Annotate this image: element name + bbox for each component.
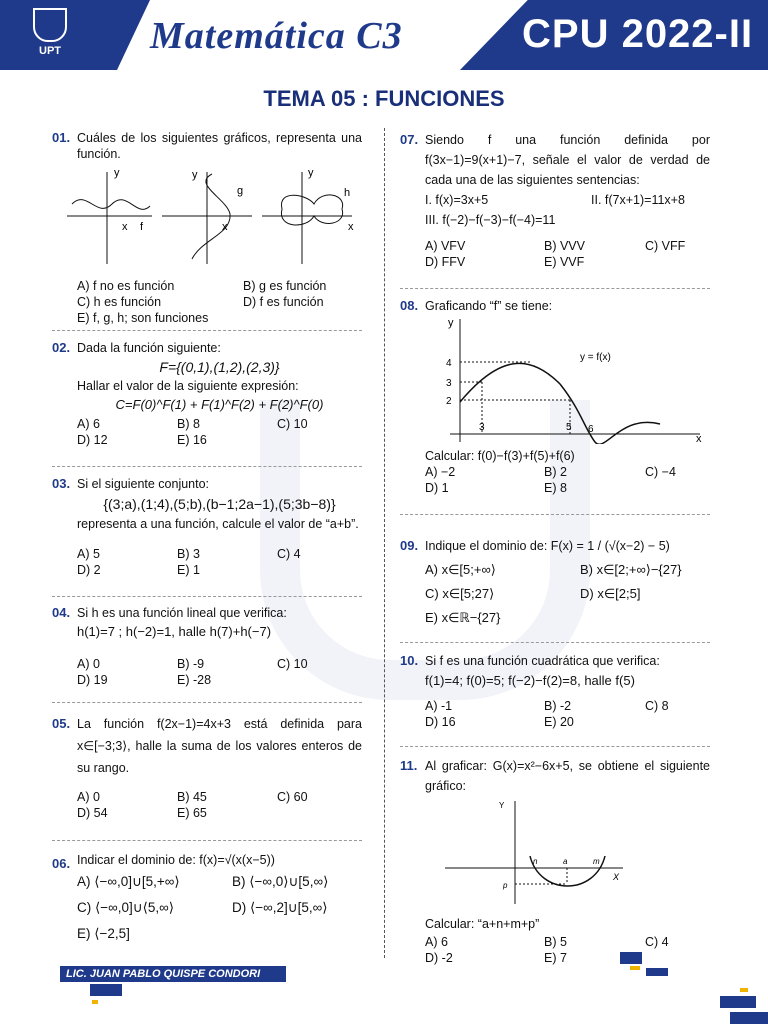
option-b: B) 3 (177, 547, 200, 561)
question-text: Indique el dominio de: F(x) = 1 / (√(x−2) − 5) (425, 539, 670, 553)
upt-logo (28, 8, 72, 58)
shield-icon (33, 8, 67, 42)
question-number: 11. (400, 758, 418, 773)
q11-graph (445, 796, 675, 908)
question-06 (52, 851, 362, 947)
option-d: D) 54 (77, 806, 108, 820)
question-text-2: representa a una función, calcule el valor de “a+b”. (77, 517, 359, 531)
question-text: Dada la función siguiente: (77, 341, 221, 355)
question-number: 10. (400, 653, 419, 668)
tick-label-x: 5 (566, 422, 572, 433)
option-e: E) 1 (177, 563, 200, 577)
option-a: A) VFV (425, 239, 466, 253)
question-text: Indicar el dominio de: f(x)=√(x(x−5)) (77, 853, 275, 867)
logo-text: UPT (39, 45, 61, 57)
question-number: 06. (52, 856, 71, 871)
question-text: Al graficar: G(x)=x²−6x+5, se obtiene el siguiente gráfico: (425, 759, 710, 793)
option-c: C) 4 (277, 547, 301, 561)
question-number: 08. (400, 298, 419, 313)
option-d: D) 12 (77, 433, 108, 447)
option-c: C) VFF (645, 239, 686, 253)
question-03 (52, 476, 362, 578)
option-a: A) 0 (77, 790, 100, 804)
option-a: A) 5 (77, 547, 100, 561)
point-label-n: n (533, 857, 538, 866)
question-05 (52, 713, 362, 821)
question-number: 01. (52, 130, 71, 145)
option-b: B) x∈[2;+∞⟩−{27} (580, 562, 682, 577)
question-number: 02. (52, 340, 71, 355)
question-text: La función f(2x−1)=4x+3 está definida para x∈[−3;3⟩, halle la suma de los valores enteros de su rango. (77, 717, 362, 775)
axis-label-x: x (348, 221, 354, 233)
axis-label-y: y (114, 167, 120, 179)
option-b: B) 2 (544, 465, 567, 479)
tick-label-y: 3 (446, 378, 452, 389)
q8-graph (420, 314, 720, 444)
header-left-band (0, 0, 150, 70)
option-a: A) ⟨−∞,0]∪[5,+∞⟩ (77, 874, 180, 889)
separator (52, 702, 362, 703)
f-curve (460, 363, 660, 444)
question-text: Siendo f una función definida por f(3x−1)=9(x+1)−7, señale el valor de verdad de cada una de las siguientes sentencias: (425, 133, 710, 187)
curve-label: g (237, 185, 244, 197)
footer-decoration (90, 984, 122, 996)
option-d: D) ⟨−∞,2]∪[5,∞⟩ (232, 900, 328, 915)
separator (400, 746, 710, 747)
curve-label: f (140, 221, 144, 233)
question-text: Cuáles de los siguientes gráficos, representa una función. (77, 131, 362, 161)
footer-decoration (730, 1012, 768, 1024)
question-number: 05. (52, 716, 71, 731)
separator (400, 514, 710, 515)
option-c: C) 4 (645, 935, 669, 949)
axis-label-x: X (613, 872, 620, 882)
option-a: A) −2 (425, 465, 456, 479)
separator (52, 596, 362, 597)
question-number: 03. (52, 476, 71, 491)
expression: f(1)=4; f(0)=5; f(−2)−f(2)=8, halle f(5) (425, 673, 635, 688)
footer-decoration (646, 968, 668, 976)
question-07 (400, 130, 710, 270)
option-d: D) 1 (425, 481, 449, 495)
option-d: D) x∈[2;5] (580, 586, 641, 601)
separator (52, 840, 362, 841)
point-label-a: a (563, 857, 568, 866)
curve-label: h (344, 187, 351, 199)
option-e: E) 65 (177, 806, 207, 820)
curve-label: y = f(x) (580, 352, 611, 363)
point-label-m: m (593, 857, 600, 866)
option-b: B) 45 (177, 790, 207, 804)
expression: h(1)=7 ; h(−2)=1, halle h(7)+h(−7) (77, 624, 272, 639)
calculation: Calcular: “a+n+m+p” (425, 917, 540, 931)
axis-label-x: x (122, 221, 128, 233)
option-c: C) ⟨−∞,0]∪⟨5,∞⟩ (77, 900, 175, 915)
graph-g (162, 169, 252, 264)
option-e: E) 20 (544, 715, 574, 729)
header-banner (0, 0, 768, 70)
cycle-title: CPU 2022-II (522, 12, 754, 56)
option-e: E) f, g, h; son funciones (77, 311, 209, 325)
question-text: Si h es una función lineal que verifica: (77, 606, 287, 620)
axis-label-y: y (192, 169, 198, 181)
option-a: A) 6 (77, 417, 100, 431)
expression: C=F(0)^F(1) + F(1)^F(2) + F(2)^F(0) (115, 397, 324, 412)
option-a: A) x∈[5;+∞⟩ (425, 562, 496, 577)
option-a: A) f no es función (77, 279, 175, 293)
option-b: B) VVV (544, 239, 585, 253)
question-11 (400, 756, 710, 966)
option-b: B) 8 (177, 417, 200, 431)
option-c: C) −4 (645, 465, 676, 479)
option-e: E) 16 (177, 433, 207, 447)
tick-label-y: 4 (446, 358, 452, 369)
function-set: F={(0,1),(1,2),(2,3)} (159, 359, 280, 375)
option-d: D) FFV (425, 255, 466, 269)
separator (400, 642, 710, 643)
question-text: Graficando “f” se tiene: (425, 299, 553, 313)
page-title: TEMA 05 : FUNCIONES (263, 86, 505, 111)
option-e: E) ⟨−2,5] (77, 926, 130, 941)
question-09 (400, 534, 710, 630)
author-footer: LIC. JUAN PABLO QUISPE CONDORI (60, 966, 286, 982)
function-set: {(3;a),(1;4),(5;b),(b−1;2a−1),(5;3b−8)} (103, 496, 336, 512)
option-b: B) 5 (544, 935, 567, 949)
option-e: E) 7 (544, 951, 567, 965)
option-b: B) -2 (544, 699, 572, 713)
tick-label-x: 6 (588, 424, 594, 435)
option-c: C) x∈[5;27⟩ (425, 586, 495, 601)
question-02 (52, 340, 362, 448)
footer-decoration (92, 1000, 98, 1004)
question-text: Si f es una función cuadrática que verifica: (425, 654, 660, 668)
separator (400, 288, 710, 289)
option-a: A) 0 (77, 657, 100, 671)
tick-label-y: 2 (446, 396, 452, 407)
option-d: D) 2 (77, 563, 101, 577)
separator (52, 330, 362, 331)
tick-label-x: 3 (479, 422, 485, 433)
statement-3: III. f(−2)−f(−3)−f(−4)=11 (425, 213, 556, 227)
axis-label-x: x (696, 433, 702, 444)
option-c: C) h es función (77, 295, 162, 309)
question-number: 09. (400, 538, 419, 553)
option-e: E) x∈ℝ−{27} (425, 610, 501, 625)
option-d: D) 16 (425, 715, 456, 729)
option-d: D) f es función (243, 295, 324, 309)
option-b: B) -9 (177, 657, 205, 671)
graph-h (262, 167, 354, 264)
option-b: B) ⟨−∞,0⟩∪[5,∞⟩ (232, 874, 329, 889)
question-08 (400, 298, 710, 496)
footer-decoration (720, 996, 756, 1008)
option-d: D) -2 (425, 951, 453, 965)
q1-graphs (52, 164, 362, 274)
brand-title: Matemática C3 (150, 15, 403, 57)
axis-label-y: Y (499, 801, 505, 810)
option-c: C) 60 (277, 790, 308, 804)
question-text: Si el siguiente conjunto: (77, 477, 210, 491)
axis-label-x: x (222, 221, 228, 233)
question-text-2: Hallar el valor de la siguiente expresión: (77, 379, 299, 393)
calculation: Calcular: f(0)−f(3)+f(5)+f(6) (425, 449, 575, 463)
statement-2: II. f(7x+1)=11x+8 (591, 193, 685, 207)
column-divider (384, 128, 385, 958)
axis-label-y: y (448, 317, 454, 329)
option-e: E) 8 (544, 481, 567, 495)
question-01 (52, 130, 362, 326)
option-a: A) 6 (425, 935, 448, 949)
statement-1: I. f(x)=3x+5 (425, 193, 489, 207)
question-number: 04. (52, 605, 71, 620)
axis-label-y: y (308, 167, 314, 179)
footer-decoration (740, 988, 748, 992)
option-d: D) 19 (77, 673, 108, 687)
question-number: 07. (400, 132, 419, 147)
option-c: C) 8 (645, 699, 669, 713)
graph-f (67, 167, 152, 264)
option-e: E) VVF (544, 255, 585, 269)
point-label-p: p (503, 881, 508, 890)
option-a: A) -1 (425, 699, 453, 713)
question-10 (400, 652, 710, 730)
option-e: E) -28 (177, 673, 212, 687)
option-c: C) 10 (277, 417, 308, 431)
footer-decoration (620, 952, 642, 964)
option-c: C) 10 (277, 657, 308, 671)
option-b: B) g es función (243, 279, 327, 293)
question-04 (52, 605, 362, 688)
footer-decoration (630, 966, 640, 970)
separator (52, 466, 362, 467)
